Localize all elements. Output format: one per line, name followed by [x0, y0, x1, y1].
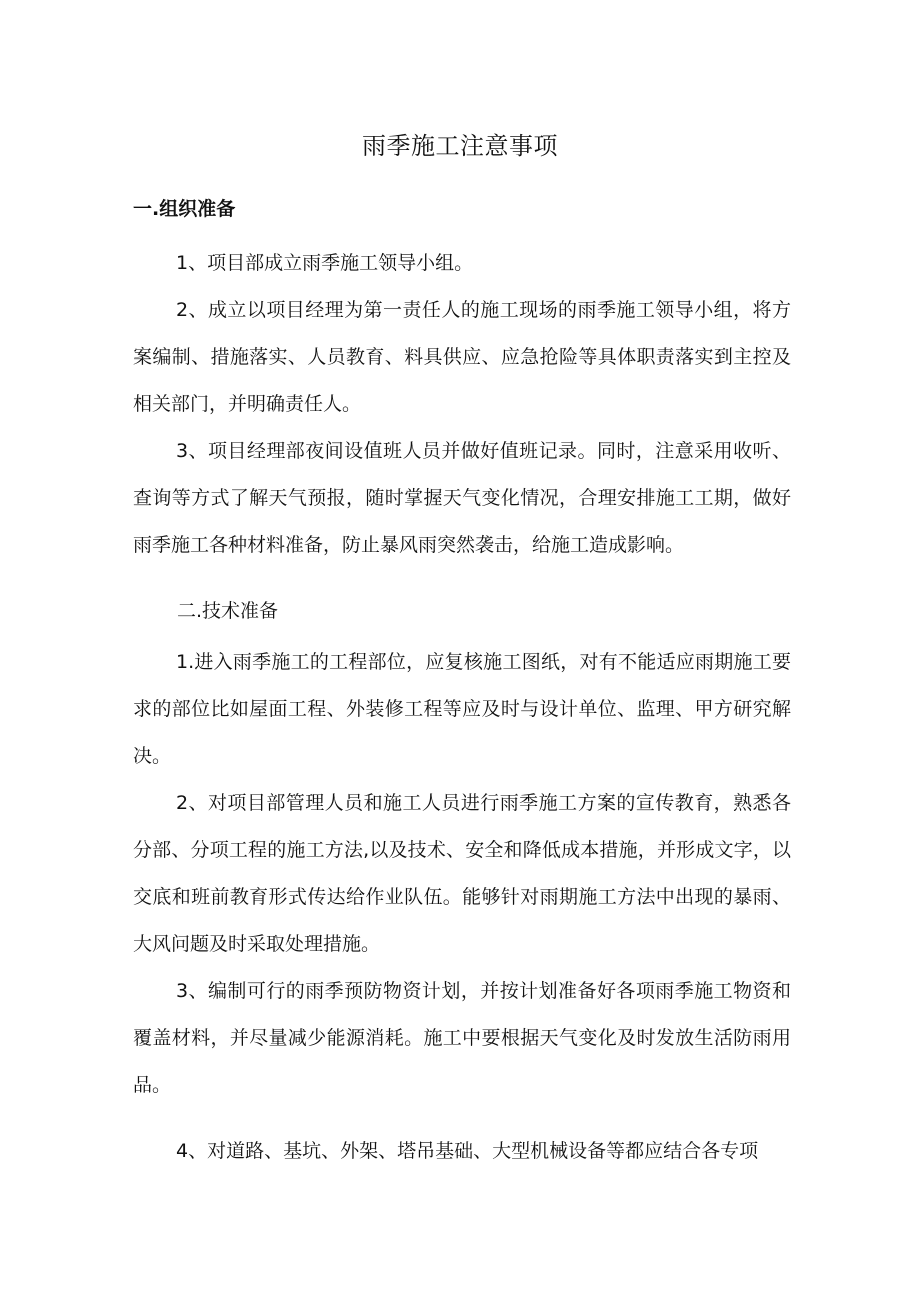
paragraph-1-3: 3、项目经理部夜间设值班人员并做好值班记录。同时，注意采用收听、查询等方式了解天气预报，随时掌握天气变化情况，合理安排施工工期，做好雨季施工各种材料准备，防止暴风雨突然袭击，给施工造成影响。 [133, 440, 791, 556]
paragraph-1-1: 1、项目部成立雨季施工领导小组。 [176, 252, 474, 274]
paragraph-2-3: 3、编制可行的雨季预防物资计划，并按计划准备好各项雨季施工物资和覆盖材料，并尽量减少能源消耗。施工中要根据天气变化及时发放生活防雨用品。 [133, 980, 791, 1096]
paragraph-2-2: 2、对项目部管理人员和施工人员进行雨季施工方案的宣传教育，熟悉各分部、分项工程的施工方法,以及技术、安全和降低成本措施，并形成文字，以交底和班前教育形式传达给作业队伍。能够针对雨期施工方法中出现的暴雨、大风问题及时采取处理措施。 [133, 792, 791, 955]
paragraph-2-1: 1.进入雨季施工的工程部位，应复核施工图纸，对有不能适应雨期施工要求的部位比如屋面工程、外装修工程等应及时与设计单位、监理、甲方研究解决。 [133, 651, 791, 767]
paragraph-1-2: 2、成立以项目经理为第一责任人的施工现场的雨季施工领导小组，将方案编制、措施落实、人员教育、料具供应、应急抢险等具体职责落实到主控及相关部门，并明确责任人。 [133, 299, 791, 415]
section-heading-organization: 一.组织准备 [133, 198, 236, 220]
paragraph-2-4: 4、对道路、基坑、外架、塔吊基础、大型机械设备等都应结合各专项 [176, 1140, 759, 1162]
section-heading-technical: 二.技术准备 [177, 600, 279, 622]
document-title: 雨季施工注意事项 [362, 132, 558, 160]
